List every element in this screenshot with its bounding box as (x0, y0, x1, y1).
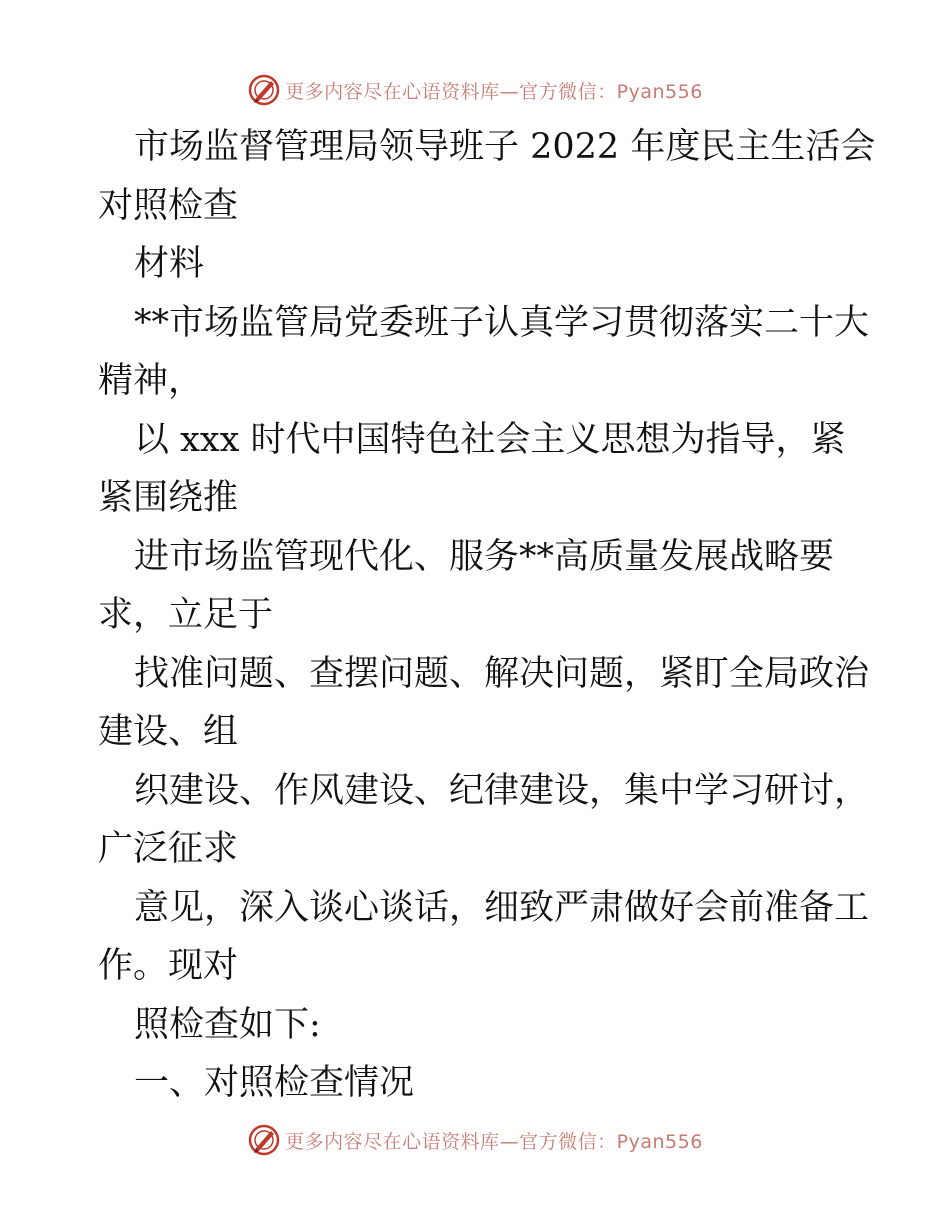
watermark-header (0, 70, 950, 110)
document-body (98, 118, 876, 1113)
watermark-text: 更多内容尽在心语资料库—官方微信：Pyan556 (285, 1130, 703, 1153)
text-line: 作。现对 (98, 946, 239, 986)
section-heading: 一、对照检查情况 (134, 1063, 415, 1103)
text-line: 建设、组 (98, 712, 239, 752)
text-line: 以 xxx 时代中国特色社会主义思想为指导，紧 (134, 419, 846, 460)
text-line: **市场监管局党委班子认真学习贯彻落实二十大 (134, 302, 870, 343)
watermark-text: 更多内容尽在心语资料库—官方微信：Pyan556 (285, 80, 703, 103)
text-line: 紧围绕推 (98, 478, 239, 518)
text-line: 对照检查 (98, 185, 239, 226)
text-line: 找准问题、查摆问题、解决问题，紧盯全局政治 (134, 653, 870, 694)
text-line: 精神， (98, 361, 204, 401)
text-line: 进市场监管现代化、服务**高质量发展战略要 (134, 536, 835, 577)
text-line: 照检查如下: (134, 1004, 321, 1045)
text-line: 广泛征求 (98, 829, 239, 869)
text-line: 材料 (134, 244, 205, 284)
pen-seal-icon (247, 1123, 281, 1157)
pen-seal-icon (247, 73, 281, 107)
text-line: 意见，深入谈心谈话，细致严肃做好会前准备工 (134, 887, 870, 928)
text-line: 求，立足于 (98, 595, 274, 635)
watermark-footer (0, 1120, 950, 1160)
text-line: 织建设、作风建设、纪律建设，集中学习研讨， (134, 770, 870, 811)
text-line: 市场监督管理局领导班子 2022 年度民主生活会 (134, 127, 876, 167)
